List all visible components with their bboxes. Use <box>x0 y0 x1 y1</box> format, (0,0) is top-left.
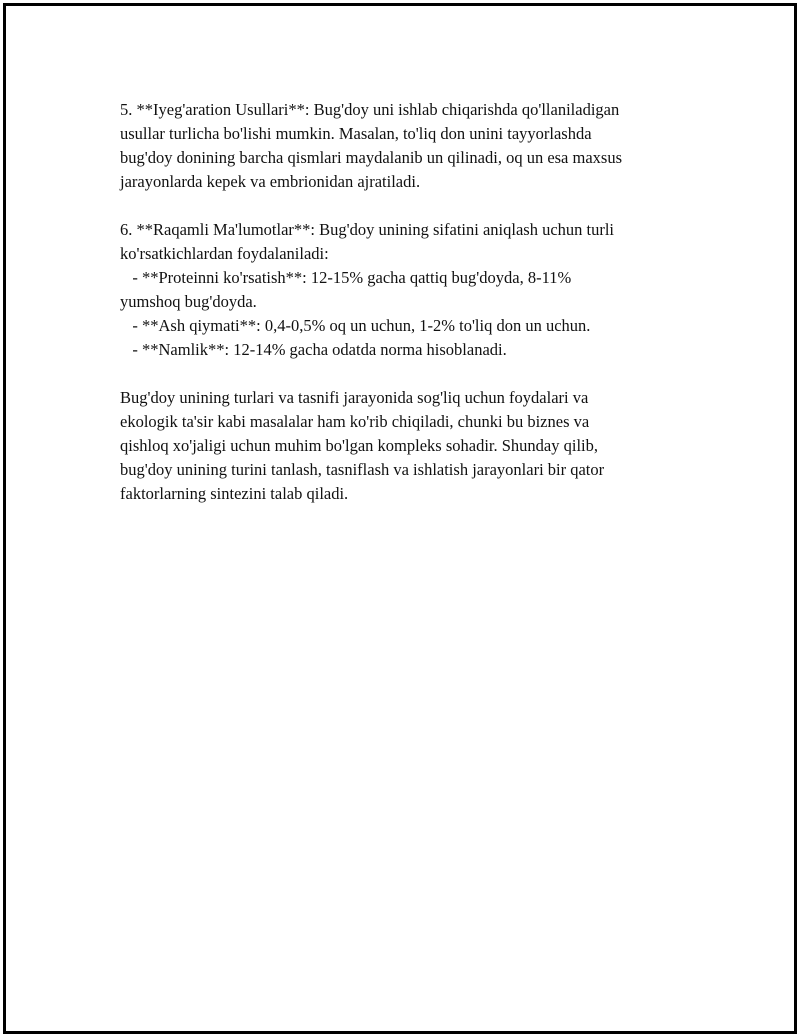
paragraph-numeric-data <box>120 218 700 362</box>
text-line: bug'doy donining barcha qismlari maydalanib un qilinadi, oq un esa maxsus <box>120 148 623 167</box>
text-line: qishloq xo'jaligi uchun muhim bo'lgan kompleks sohadir. Shunday qilib, <box>120 436 599 455</box>
text-line: ko'rsatkichlardan foydalaniladi: <box>120 244 329 263</box>
page-frame <box>3 3 797 1034</box>
text-line: ekologik ta'sir kabi masalalar ham ko'rib chiqiladi, chunki bu biznes va <box>120 412 590 431</box>
text-line: usullar turlicha bo'lishi mumkin. Masalan, to'liq don unini tayyorlashda <box>120 124 592 143</box>
paragraph-conclusion <box>120 386 700 506</box>
list-item-protein: - **Proteinni ko'rsatish**: 12-15% gacha qattiq bug'doyda, 8-11% <box>120 268 572 287</box>
text-line: 6. **Raqamli Ma'lumotlar**: Bug'doy unining sifatini aniqlash uchun turli <box>120 220 615 239</box>
text-line: yumshoq bug'doyda. <box>120 292 257 311</box>
list-item-ash: - **Ash qiymati**: 0,4-0,5% oq un uchun, 1-2% to'liq don un uchun. <box>120 316 591 335</box>
paragraph-preparation-methods <box>120 98 700 194</box>
text-line: 5. **Iyeg'aration Usullari**: Bug'doy uni ishlab chiqarishda qo'llaniladigan <box>120 100 620 119</box>
list-item-moisture: - **Namlik**: 12-14% gacha odatda norma hisoblanadi. <box>120 340 507 359</box>
text-line: bug'doy unining turini tanlash, tasniflash va ishlatish jarayonlari bir qator <box>120 460 605 479</box>
text-line: Bug'doy unining turlari va tasnifi jarayonida sog'liq uchun foydalari va <box>120 388 589 407</box>
text-line: jarayonlarda kepek va embrionidan ajratiladi. <box>120 172 421 191</box>
document-body <box>120 98 700 530</box>
text-line: faktorlarning sintezini talab qiladi. <box>120 484 349 503</box>
